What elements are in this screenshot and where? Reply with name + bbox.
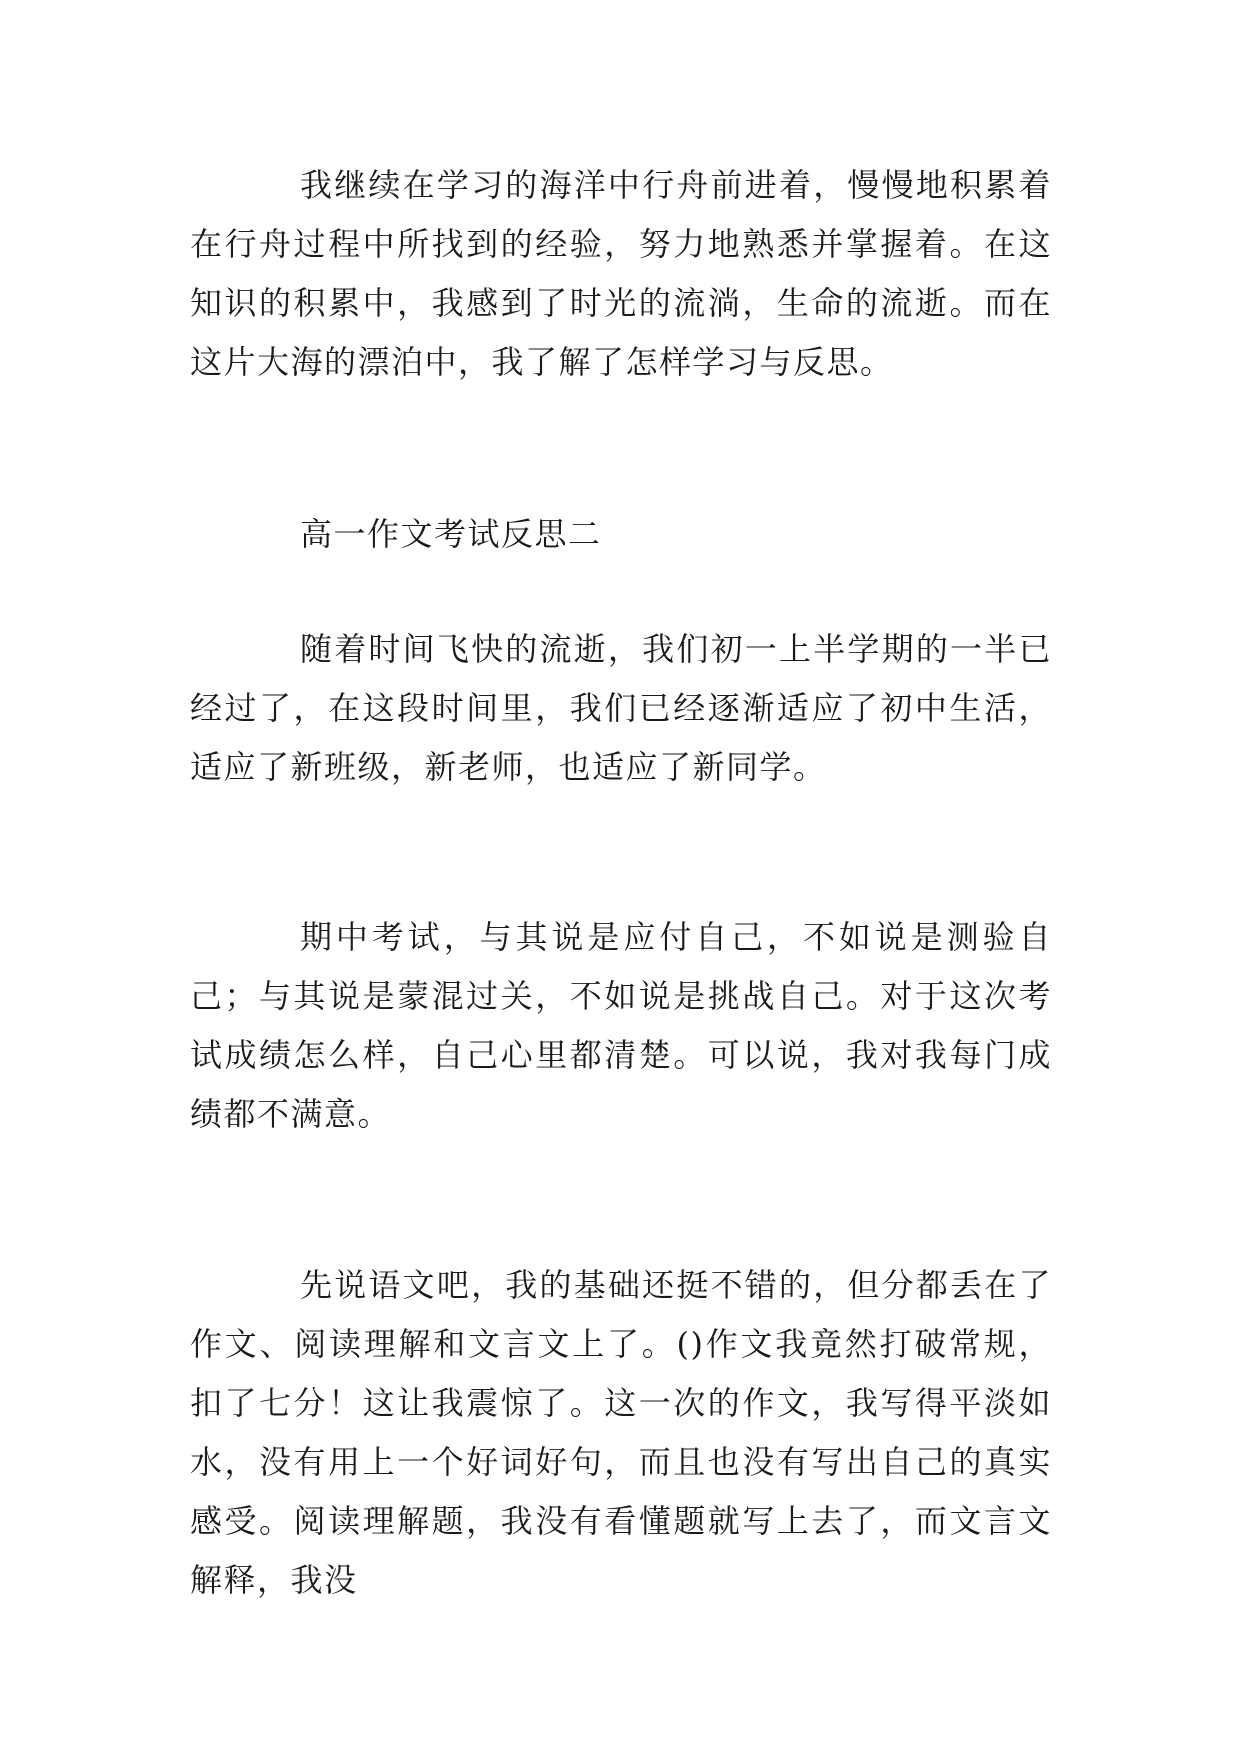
paragraph-2: 随着时间飞快的流逝，我们初一上半学期的一半已经过了，在这段时间里，我们已经逐渐适应了初中生活，适应了新班级，新老师，也适应了新同学。: [190, 630, 1052, 786]
paragraph-4: 先说语文吧，我的基础还挺不错的，但分都丢在了作文、阅读理解和文言文上了。()作文我竟然打破常规，扣了七分！这让我震惊了。这一次的作文，我写得平淡如水，没有用上一个好词好句，而且也没有写出自己的真实感受。阅读理解题，我没有看懂题就写上去了，而文言文解释，我没: [190, 1266, 1052, 1599]
section-heading: 高一作文考试反思二: [300, 515, 602, 553]
paragraph-1: 我继续在学习的海洋中行舟前进着，慢慢地积累着在行舟过程中所找到的经验，努力地熟悉并掌握着。在这知识的积累中，我感到了时光的流淌，生命的流逝。而在这片大海的漂泊中，我了解了怎样学习与反思。: [190, 166, 1052, 381]
paragraph-3: 期中考试，与其说是应付自己，不如说是测验自己；与其说是蒙混过关，不如说是挑战自己。对于这次考试成绩怎么样，自己心里都清楚。可以说，我对我每门成绩都不满意。: [190, 918, 1052, 1133]
